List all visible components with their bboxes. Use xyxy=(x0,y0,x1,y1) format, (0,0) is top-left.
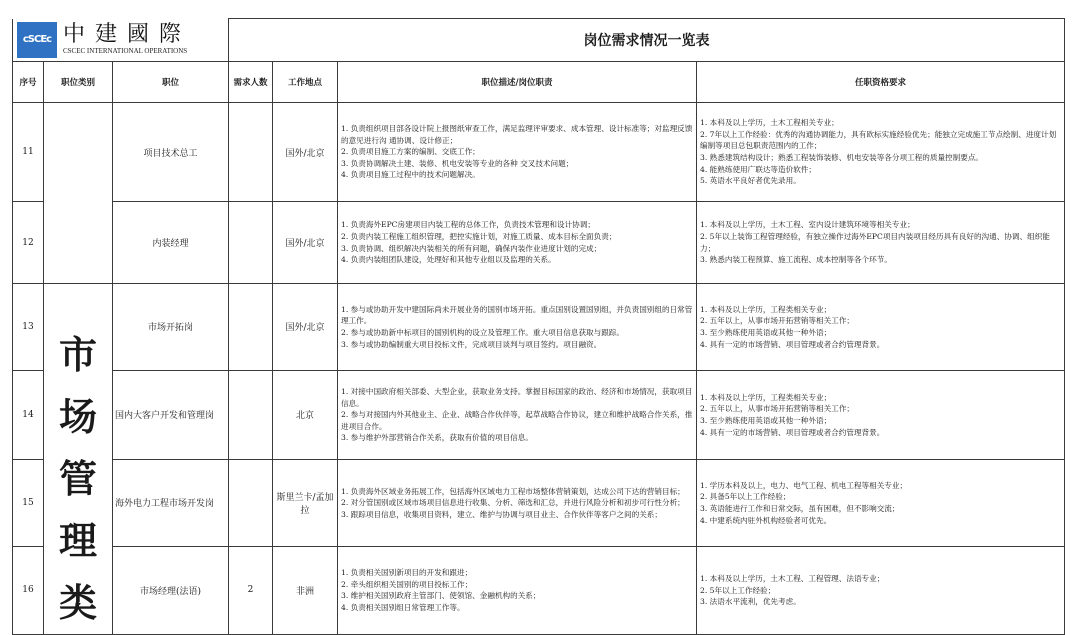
requirements-cell xyxy=(697,202,1065,284)
col-header-requirements: 任职资格要求 xyxy=(697,62,1065,103)
requirement-line: 2. 5年以上装饰工程管理经验，有独立操作过海外EPC项目内装项目经历具有良好的沟通、协调、组织能力； xyxy=(700,231,1050,253)
requirement-line: 2. 五年以上，从事市场开拓营销等相关工作； xyxy=(700,404,854,414)
description-line: 4. 负责项目施工过程中的技术问题解决。 xyxy=(341,170,480,180)
description-line: 3. 负责协调、组织解决内装相关的所有问题，确保内装作业进度计划的完成； xyxy=(341,243,602,253)
seq-cell: 13 xyxy=(13,284,44,371)
requirement-line: 2. 五年以上，从事市场开拓营销等相关工作； xyxy=(700,316,854,326)
job-requirements-sheet xyxy=(12,18,1064,635)
table-row xyxy=(13,103,1065,202)
seq-cell: 12 xyxy=(13,202,44,284)
col-header-location: 工作地点 xyxy=(273,62,338,103)
requirement-line: 1. 学历本科及以上，电力、电气工程、机电工程等相关专业； xyxy=(700,480,908,490)
location-cell: 国外/北京 xyxy=(273,202,338,284)
company-name-en: CSCEC INTERNATIONAL OPERATIONS xyxy=(63,47,188,56)
seq-cell: 15 xyxy=(13,460,44,547)
requirements-cell xyxy=(697,284,1065,371)
description-line: 3. 负责协调解决土建、装修、机电安装等专业的各种 交叉技术问题； xyxy=(341,158,574,168)
category-cell-empty xyxy=(44,103,113,284)
location-cell: 国外/北京 xyxy=(273,284,338,371)
sheet-title: 岗位需求情况一览表 xyxy=(229,19,1065,62)
requirement-line: 4. 中建系统内驻外机构经验者可优先。 xyxy=(700,515,832,525)
headcount-cell xyxy=(229,460,273,547)
requirement-line: 1. 本科及以上学历，土木工程、室内设计建筑环境等相关专业； xyxy=(700,220,915,230)
position-cell: 市场开拓岗 xyxy=(113,284,229,371)
col-header-position: 职位 xyxy=(113,62,229,103)
position-cell: 项目技术总工 xyxy=(113,103,229,202)
description-line: 1. 负责组织项目部各设计院上报图纸审查工作，满足监理评审要求、成本管理、设计标准等；对监理反馈的意见进行沟 通协调、设计修正； xyxy=(341,124,693,145)
col-header-category: 职位类别 xyxy=(44,62,113,103)
location-cell: 非洲 xyxy=(273,546,338,634)
description-line: 1. 负责海外EPC房建项目内装工程的总体工作，负责技术管理和设计协调； xyxy=(341,220,595,230)
job-requirements-table xyxy=(12,18,1065,635)
headcount-cell xyxy=(229,103,273,202)
requirement-line: 1. 本科及以上学历，工程类相关专业； xyxy=(700,304,832,314)
headcount-cell: 2 xyxy=(229,546,273,634)
headcount-cell xyxy=(229,202,273,284)
description-line: 2. 负责内装工程施工组织管理，把控实施计划，对施工质量、成本目标全面负责； xyxy=(341,231,617,241)
seq-cell: 16 xyxy=(13,546,44,634)
description-line: 1. 负责海外区域业务拓展工作，包括海外区域电力工程市场整体营销策划，达成公司下达的营销目标； xyxy=(341,486,685,496)
header-row xyxy=(13,19,1065,62)
category-label: 市场管理类 xyxy=(58,333,97,625)
description-line: 4. 负责相关国别组日常管理工作等。 xyxy=(341,603,465,613)
col-header-description: 职位描述/岗位职责 xyxy=(338,62,697,103)
col-header-headcount: 需求人数 xyxy=(229,62,273,103)
description-line: 2. 对分管国别或区域市场项目信息进行收集、分析、筛选和汇总，并进行风险分析和初步可行性分析； xyxy=(341,498,685,508)
description-line: 2. 牵头组织相关国别的项目投标工作； xyxy=(341,579,473,589)
seq-cell: 14 xyxy=(13,370,44,459)
table-row xyxy=(13,202,1065,284)
description-line: 2. 参与或协助新中标项目的国别机构的设立及管理工作。重大项目信息获取与跟踪。 xyxy=(341,327,625,337)
requirement-line: 2. 具备5年以上工作经验； xyxy=(700,492,791,502)
requirements-cell xyxy=(697,103,1065,202)
description-cell xyxy=(338,460,697,547)
requirement-line: 3. 英语能进行工作和日常交际，虽有困难，但不影响交流； xyxy=(700,503,900,513)
seq-cell: 11 xyxy=(13,103,44,202)
description-line: 1. 负责相关国别新项目的开发和跟进； xyxy=(341,568,473,578)
position-cell: 内装经理 xyxy=(113,202,229,284)
description-line: 3. 参与或协助编制重大项目投标文件，完成项目谈判与项目签约。项目融资。 xyxy=(341,339,602,349)
requirements-cell xyxy=(697,370,1065,459)
location-cell: 国外/北京 xyxy=(273,103,338,202)
requirement-line: 5. 英语水平良好者优先录用。 xyxy=(700,176,801,186)
position-cell: 国内大客户开发和管理岗 xyxy=(113,370,229,459)
category-cell xyxy=(44,284,113,635)
description-line: 1. 参与或协助开发中建国际尚未开展业务的国别市场开拓。重点国别设置国别组，并负责国别组的日常管理工作。 xyxy=(341,304,693,326)
description-cell xyxy=(338,546,697,634)
column-header-row xyxy=(13,62,1065,103)
requirement-line: 2. 7年以上工作经验：优秀的沟通协调能力，具有欧标实施经验优先；能独立完成施工节点绘制、进度计划编制等项目总包职责范围内的工作； xyxy=(700,129,1057,151)
requirement-line: 1. 本科及以上学历，土木工程、工程管理、法语专业； xyxy=(700,574,885,584)
requirement-line: 3. 熟悉内装工程预算、施工流程、成本控制等各个环节。 xyxy=(700,255,892,265)
requirement-line: 3. 法语水平流利，优先考虑。 xyxy=(700,597,801,607)
requirement-line: 4. 能熟练使用广联达等造价软件； xyxy=(700,164,816,174)
requirement-line: 4. 具有一定的市场营销、项目管理或者合约管理背景。 xyxy=(700,427,885,437)
requirement-line: 1. 本科及以上学历，土木工程相关专业； xyxy=(700,118,839,128)
description-cell xyxy=(338,202,697,284)
description-line: 2. 负责项目施工方案的编制、交底工作； xyxy=(341,147,480,157)
col-header-seq: 序号 xyxy=(13,62,44,103)
table-row xyxy=(13,284,1065,371)
requirement-line: 4. 具有一定的市场营销、项目管理或者合约管理背景。 xyxy=(700,339,885,349)
requirement-line: 3. 至少熟练使用英语或其他一种外语； xyxy=(700,415,832,425)
description-line: 3. 维护相关国别政府主管部门、使领馆、金融机构的关系； xyxy=(341,591,541,601)
table-row xyxy=(13,546,1065,634)
description-line: 3. 跟踪项目信息，收集项目资料，建立、维护与协调与项目业主、合作伙伴等客户之间的关系； xyxy=(341,509,662,519)
description-line: 3. 参与维护外部营销合作关系，获取有价值的项目信息。 xyxy=(341,433,533,443)
position-cell: 海外电力工程市场开发岗 xyxy=(113,460,229,547)
company-logo xyxy=(13,19,228,61)
requirement-line: 2. 5年以上工作经验； xyxy=(700,585,776,595)
description-line: 1. 对接中国政府相关部委、大型企业，获取业务支持。掌握目标国家的政治、经济和市场情况，获取项目信息。 xyxy=(341,387,693,408)
requirements-cell xyxy=(697,460,1065,547)
description-line: 4. 负责内装组团队建设，处理好和其他专业组以及监理的关系。 xyxy=(341,255,556,265)
requirement-line: 1. 本科及以上学历，工程类相关专业； xyxy=(700,392,832,402)
headcount-cell xyxy=(229,370,273,459)
location-cell: 斯里兰卡/孟加拉 xyxy=(273,460,338,547)
table-row xyxy=(13,460,1065,547)
position-cell: 市场经理(法语) xyxy=(113,546,229,634)
description-line: 2. 参与对接国内外其他业主、企业、战略合作伙伴等，起草战略合作协议，建立和维护战略合作关系，推进项目合作。 xyxy=(341,410,693,431)
company-name-cn: 中建國際 xyxy=(63,22,192,48)
description-cell xyxy=(338,284,697,371)
requirements-cell xyxy=(697,546,1065,634)
logo-cell xyxy=(13,19,229,62)
headcount-cell xyxy=(229,284,273,371)
requirement-line: 3. 至少熟练使用英语或其他一种外语； xyxy=(700,327,832,337)
description-cell xyxy=(338,370,697,459)
requirement-line: 3. 熟悉建筑结构设计；熟悉工程装饰装修、机电安装等各分项工程的质量控制要点。 xyxy=(700,153,984,162)
location-cell: 北京 xyxy=(273,370,338,459)
description-cell xyxy=(338,103,697,202)
cscec-logo-icon: cSCEc xyxy=(17,22,57,58)
table-row xyxy=(13,370,1065,459)
